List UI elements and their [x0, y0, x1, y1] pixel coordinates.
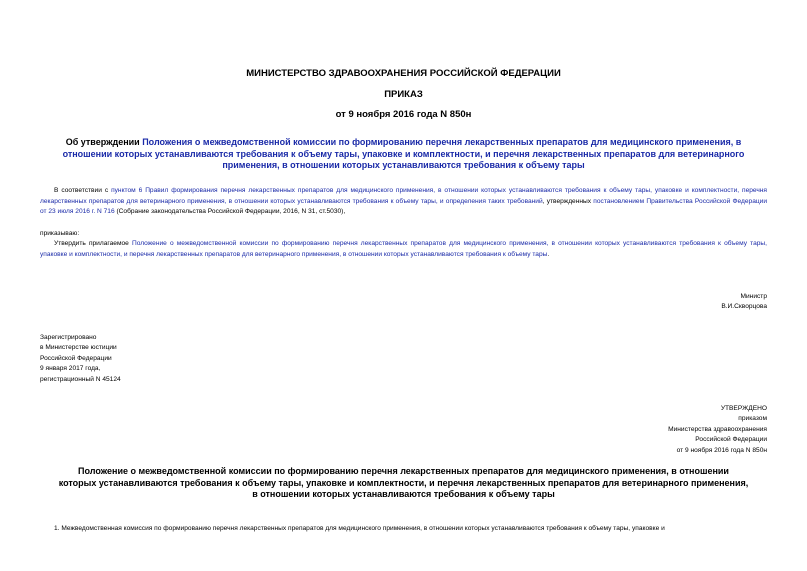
signature-block	[721, 292, 767, 313]
order-heading: ПРИКАЗ	[384, 89, 423, 100]
registration-line-2: в Министерстве юстиции	[40, 344, 117, 352]
registration-line-5: регистрационный N 45124	[40, 375, 121, 383]
order-title-link[interactable]: Положения о межведомственной комиссии по формированию перечня лекарственных препаратов для медицинского применения, в отношении которых устанавливаются требования к объему тары, упаковке и комплектности, и перечня лекарственных препаратов для ветеринарного применения, в отношении которых устанавливаются требования к объему тары	[62, 137, 745, 170]
preamble-text-1: В соответствии с	[54, 187, 112, 194]
approved-line-4: Российской Федерации	[695, 436, 767, 444]
approve-paragraph	[40, 239, 767, 260]
signature-position: Министр	[740, 293, 767, 300]
order-title-prefix: Об утверждении	[65, 137, 143, 147]
government-decree-link[interactable]: постановлением Правительства Российской Федерации от 23 июля 2016 г. N 716	[40, 197, 768, 216]
order-date: от 9 ноября 2016 года N 850н	[335, 109, 472, 120]
regulation-link[interactable]: Положение о межведомственной комиссии по формированию перечня лекарственных препаратов для медицинского применения, в отношении которых устанавливаются требования к объему тары, упаковке и комплектности, и перечня лекарственных препаратов для ветеринарного применения, в отношении которых устанавливаются требования к объему тары	[40, 240, 767, 258]
item-1: 1. Межведомственная комиссия по формированию перечня лекарственных препаратов для медицинского применения, в отношении которых устанавливаются требования к объему тары, упаковке и	[54, 525, 665, 532]
approved-block	[668, 404, 767, 456]
registration-line-3: Российской Федерации	[40, 354, 112, 362]
approved-line-3: Министерства здравоохранения	[668, 425, 767, 433]
regulation-title: Положение о межведомственной комиссии по формированию перечня лекарственных препаратов для медицинского применения, в отношении которых устанавливаются требования к объему тары, упаковке и комплектности, и перечня лекарственных препаратов для ветеринарного применения, в отношении которых устанавливаются требования к объему тары	[58, 466, 749, 499]
ministry-heading: МИНИСТЕРСТВО ЗДРАВООХРАНЕНИЯ РОССИЙСКОЙ ФЕДЕРАЦИИ	[246, 68, 561, 79]
order-word: приказываю:	[40, 230, 80, 237]
signature-name: В.И.Скворцова	[721, 303, 767, 311]
approve-text-2: .	[547, 250, 550, 258]
approve-text-1: Утвердить прилагаемое	[54, 240, 132, 247]
registration-block	[40, 333, 121, 385]
approved-line-2: приказом	[738, 415, 767, 423]
rules-link[interactable]: пунктом 6 Правил формирования перечня лекарственных препаратов для медицинского применения, в отношении которых устанавливаются требования к объему тары, упаковке и комплектности, перечня лекарственных препаратов для ветеринарного применения, в отношении которых устанавливаются требования к объему тары, и определения таких требований	[40, 187, 768, 205]
registration-line-1: Зарегистрировано	[40, 334, 97, 341]
approved-line-5: от 9 ноября 2016 года N 850н	[676, 446, 767, 454]
order-title	[46, 137, 761, 172]
approved-line-1: УТВЕРЖДЕНО	[720, 405, 767, 412]
preamble-paragraph	[40, 186, 767, 218]
registration-line-4: 9 января 2017 года,	[40, 365, 101, 373]
preamble-text-3: (Собрание законодательства Российской Федерации, 2016, N 31, ст.5030),	[114, 208, 346, 216]
preamble-text-2: , утвержденных	[542, 197, 594, 205]
